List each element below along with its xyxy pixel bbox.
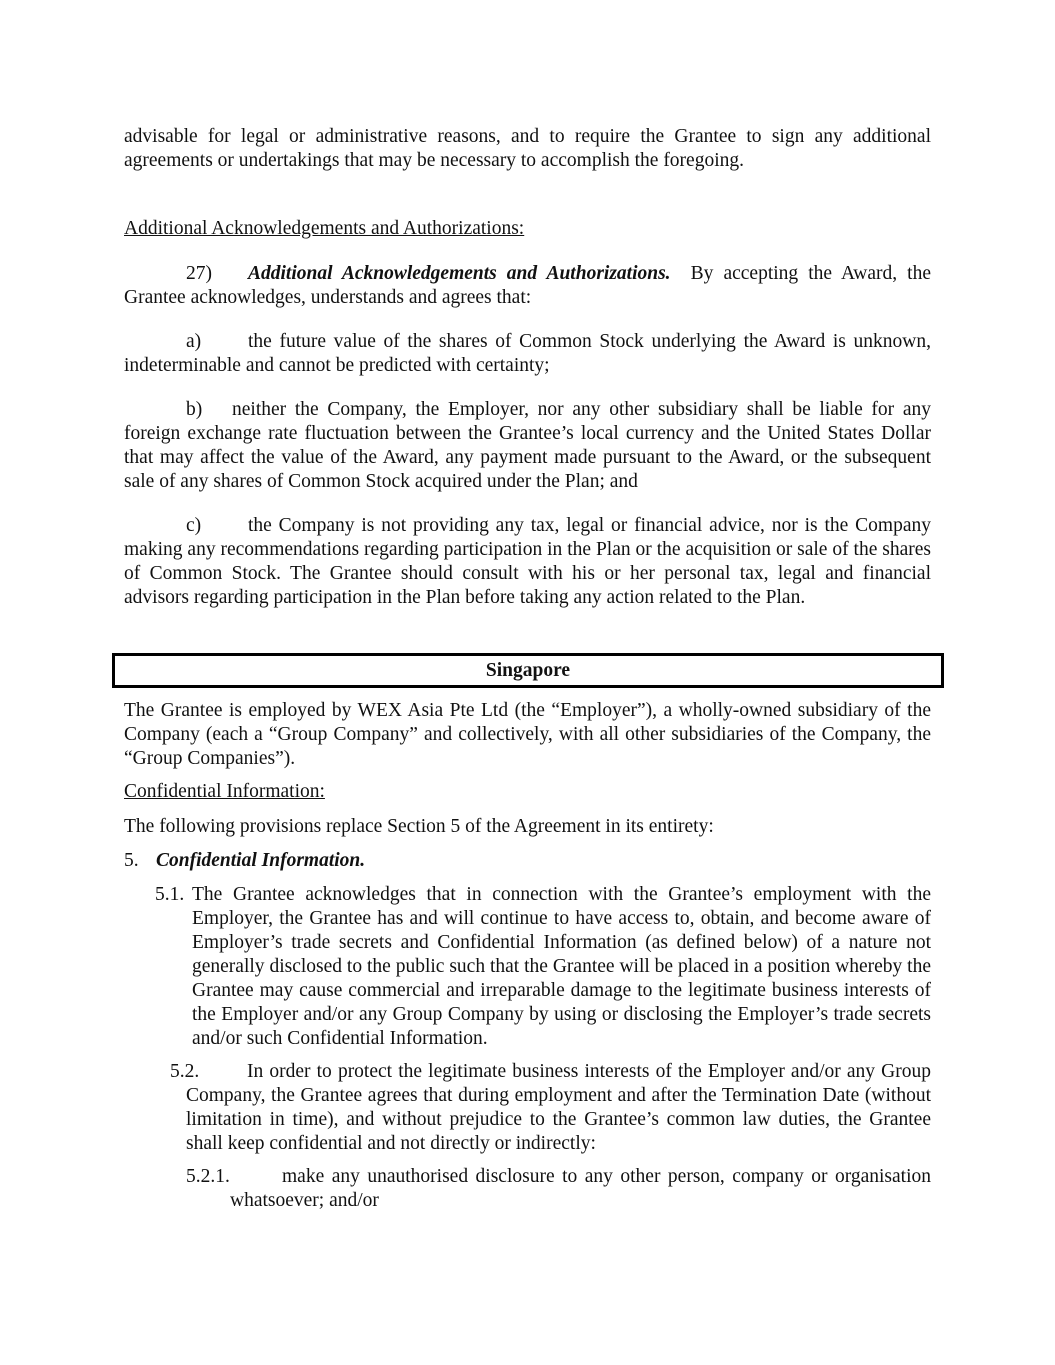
item-27-text: By accepting the Award, the Grantee acknowledges, understands and agrees that:	[124, 263, 932, 308]
item-b-paragraph	[124, 398, 931, 494]
employer-paragraph: The Grantee is employed by WEX Asia Pte Ltd (the “Employer”), a wholly-owned subsidiary of the Company (each a “Group Company” and collectively, with all other subsidiaries of the Company, the “Group Companies”).	[124, 700, 931, 769]
clause-5-1-text: The Grantee acknowledges that in connection with the Grantee’s employment with the Employer, the Grantee has and will continue to have access to, obtain, and become aware of Employer’s trade secrets and Confidential Information (as defined below) of a nature not generally disclosed to the public such that the Grantee will be placed in a position whereby the Grantee may cause commercial and irreparable damage to the legitimate business interests of the Employer and/or any Group Company by using or disclosing the Employer’s trade secrets and/or such Confidential Information.	[192, 884, 931, 1049]
item-27-number: 27)	[186, 263, 212, 284]
clause-5-2	[170, 1060, 931, 1156]
item-a-paragraph	[124, 330, 931, 378]
section-5-title: Confidential Information.	[156, 850, 366, 871]
section-heading-confidential-text: Confidential Information:	[124, 781, 325, 802]
section-5-heading	[124, 849, 931, 873]
country-header-label: Singapore	[485, 660, 571, 681]
country-header-box	[112, 653, 944, 688]
section-heading-acknowledgements	[124, 217, 931, 241]
clause-5-2-text: In order to protect the legitimate business interests of the Employer and/or any Group Company, the Grantee agrees that during employment and after the Termination Date (without limitation in time), and without prejudice to the Grantee’s common law duties, the Grantee shall keep confidential and not directly or indirectly:	[186, 1061, 931, 1154]
item-c-text: the Company is not providing any tax, legal or financial advice, nor is the Company making any recommendations regarding participation in the Plan or the acquisition or sale of the shares of Common Stock. The Grantee should consult with his or her personal tax, legal and financial advisors regarding participation in the Plan before taking any action related to the Plan.	[124, 515, 931, 608]
item-27-paragraph	[124, 262, 931, 310]
clause-5-2-1	[186, 1165, 931, 1213]
item-c-label: c)	[186, 515, 202, 536]
section-heading-acknowledgements-text: Additional Acknowledgements and Authorizations:	[124, 218, 525, 239]
clause-5-1	[155, 883, 931, 1051]
replace-section-paragraph: The following provisions replace Section 5 of the Agreement in its entirety:	[124, 816, 714, 837]
section-heading-confidential	[124, 780, 931, 804]
continuation-paragraph: advisable for legal or administrative reasons, and to require the Grantee to sign any additional agreements or undertakings that may be necessary to accomplish the foregoing.	[124, 126, 931, 171]
item-27-title: Additional Acknowledgements and Authorizations.	[248, 263, 671, 284]
clause-5-2-1-number: 5.2.1.	[186, 1166, 230, 1187]
section-5-number: 5.	[124, 850, 139, 871]
clause-5-2-1-text: make any unauthorised disclosure to any other person, company or organisation whatsoever; and/or	[230, 1166, 931, 1211]
item-c-paragraph	[124, 514, 931, 610]
clause-5-2-number: 5.2.	[170, 1061, 200, 1082]
item-b-label: b)	[186, 399, 203, 420]
item-a-text: the future value of the shares of Common Stock underlying the Award is unknown, indeterminable and cannot be predicted with certainty;	[124, 331, 931, 376]
item-a-label: a)	[186, 331, 202, 352]
clause-5-1-number: 5.1.	[155, 884, 185, 905]
item-b-text: neither the Company, the Employer, nor any other subsidiary shall be liable for any foreign exchange rate fluctuation between the Grantee’s local currency and the United States Dollar that may affect the value of the Award, any payment made pursuant to the Award, or the subsequent sale of any shares of Common Stock acquired under the Plan; and	[124, 399, 931, 492]
